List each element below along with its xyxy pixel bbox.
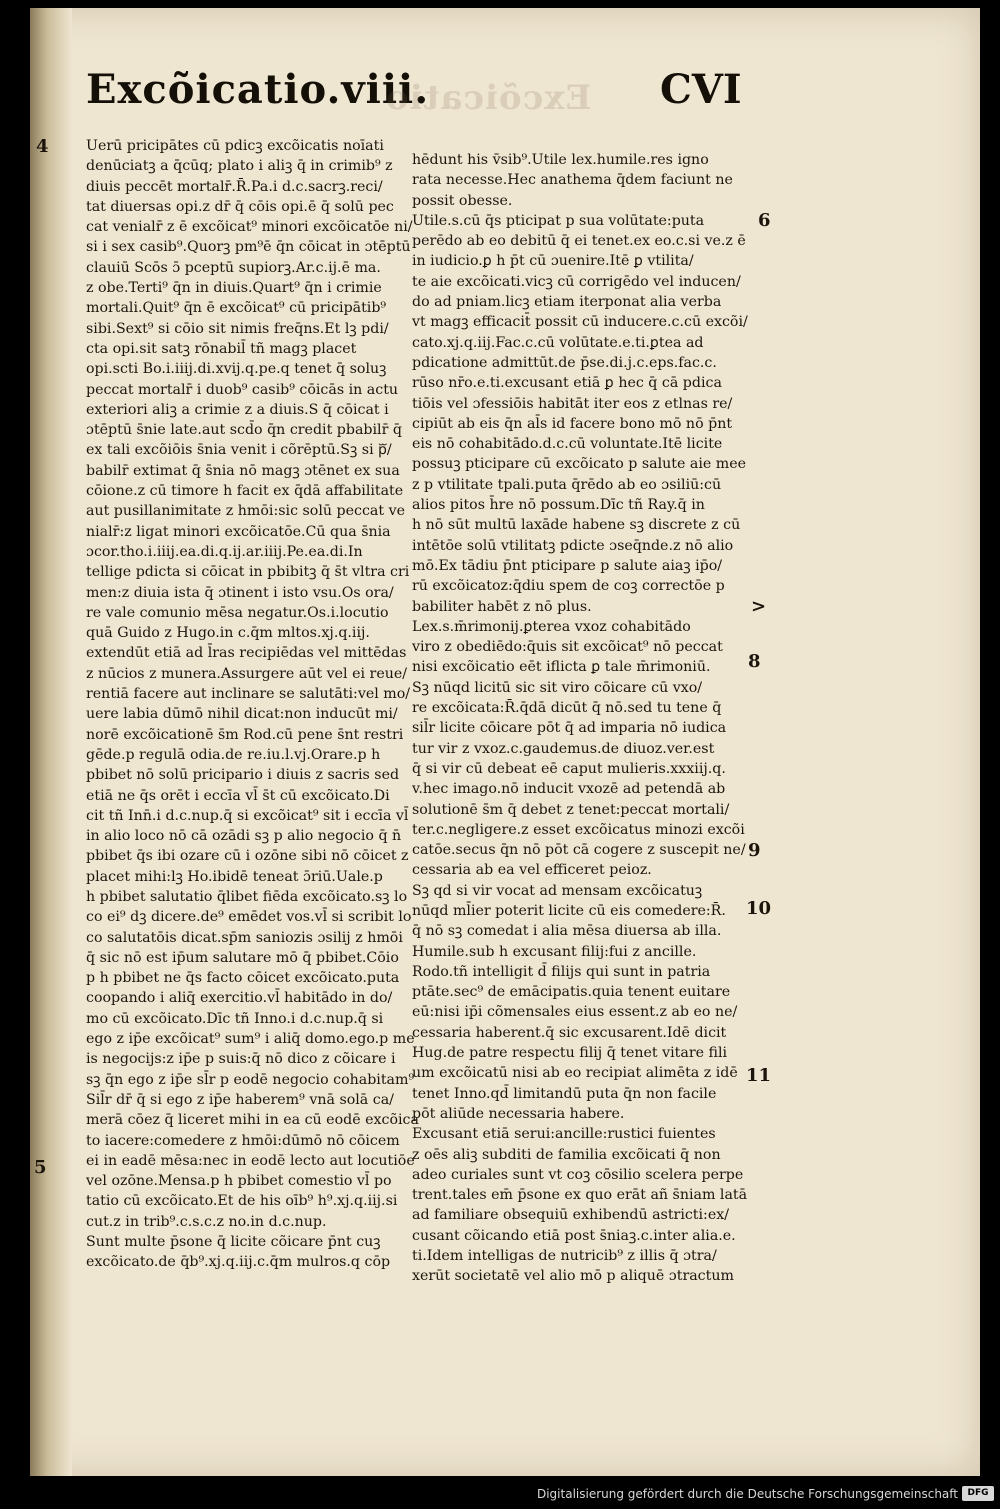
text-line: Sꝫ nūqd licitū sic sit viro cōicare cū vxo/ [412, 679, 703, 696]
text-line: aut pusillanimitate z hmōi:sic solū peccat ve [86, 503, 405, 520]
text-line: re excõicata:R̄.q̄dā dicūt q̄ nō.sed tu tene q̄ [412, 700, 722, 717]
text-line: pdicatione admittūt.de p̄se.di.j.c.eps.fac.c. [412, 354, 717, 371]
text-line: rata necesse.Hec anathema q̄dem faciunt ne [412, 172, 733, 189]
text-line: si i sex casib⁹.Quorꝫ pm⁹ē q̄n cōicat in ɔtēptū [86, 239, 411, 256]
text-line: possit obesse. [412, 192, 513, 209]
text-line: babiliter habēt z nō plus. [412, 598, 592, 615]
text-line: solutionē s̄m q̄ debet z tenet:peccat mortali/ [412, 801, 730, 818]
text-line: placet mihi:lꝫ Ho.ibidē teneat ɔ̄riū.Uale.p [86, 868, 383, 885]
text-line: cut.z in trib⁹.c.s.c.z no.in d.c.nup. [86, 1213, 327, 1230]
text-line: q̄ sic nō est ip̄um salutare mō q̄ pbibet.Cōio [86, 949, 399, 966]
text-line: opi.scti Bo.i.iiij.di.xvij.q.pe.q tenet q̄ soluꝫ [86, 361, 387, 378]
text-line: cusant cõicando etiā post s̄niaꝫ.c.inter alia.e. [412, 1227, 736, 1244]
text-line: v.hec imago.nō inducit vxozē ad petendā ab [412, 781, 726, 798]
text-line: tiōis vel ɔfessiōis habitāt iter eos z etlnas re/ [412, 395, 733, 412]
text-line: tellige pdicta si cōicat in pbibitꝫ q̄ s̄t vltra cri [86, 564, 410, 581]
text-line: Sꝫ qd si vir vocat ad mensam excõicatuꝫ [412, 882, 703, 899]
right-text-column [412, 150, 757, 1287]
text-line: viro z obediēdo:q̄uis sit excõicat⁹ nō peccat [412, 639, 723, 656]
margin-number-11: 11 [746, 1065, 772, 1086]
text-line: tenet Inno.qd̄ limitandū puta q̄n non facile [412, 1085, 717, 1102]
text-line: in iudicio.ꝑ h p̄t cū ɔuenire.Itē ꝑ vtilita/ [412, 253, 694, 270]
text-line: Uerū pricipātes cū pdicꝫ excõicatis noīati [86, 138, 384, 154]
text-line: tat diuersas opi.z dr̄ q̄ cōis opi.ē q̄ solū pec [86, 198, 394, 215]
text-line: Sil̄r dr̄ q̄ si ego z ip̄e haberem⁹ vnā solā ca/ [86, 1091, 394, 1108]
text-line: q̄ nō sꝫ comedat i alia mēsa diuersa ab illa. [412, 923, 722, 940]
text-line: diuis peccēt mortalr̄.R̄.Pa.i d.c.sacrꝫ.reci/ [86, 178, 383, 195]
text-line: ex tali excõiōis s̄nia venit i cõrēptū.Sꝫ si pᷓ/ [86, 442, 392, 459]
text-line: Lex.s.m̄rimonij.ꝑterea vxoz cohabitādo [412, 618, 691, 635]
text-line: z p vtilitate tpali.puta q̄rēdo ab eo ɔsiliū:cū [412, 476, 722, 493]
text-line: eū:nisi ip̄i cõmensales eius essent.z ab eo ne/ [412, 1004, 738, 1021]
text-line: pōt aliūde necessaria habere. [412, 1105, 625, 1122]
text-line: norē excõicationē s̄m Rod.cū pene s̄nt restri [86, 726, 404, 743]
text-line: h pbibet salutatio q̄libet fiēda excõicato.sꝫ lo [86, 888, 408, 905]
text-line: do ad pniam.licꝫ etiam iterponat alia verba [412, 294, 722, 311]
text-line: exteriori aliꝫ a crimie z a diuis.S q̄ cōicat i [86, 401, 389, 418]
text-line: p h pbibet ne q̄s facto cōicet excõicato.puta [86, 970, 400, 987]
text-line: alios pitos h̄re nō possum.Dīc tñ Ray.q̄ in [412, 497, 705, 514]
text-line: quā Guido z Hugo.in c.q̄m mltos.xj.q.iij. [86, 625, 370, 642]
text-line: cit tñ Inn̄.i d.c.nup.q̄ si excõicat⁹ sit i eccīa vl̄ [86, 807, 409, 824]
text-line: Rodo.tñ intelligit d̄ filijs qui sunt in patria [412, 963, 711, 980]
text-line: sil̄r licite cōicare pōt q̄ ad imparia nō iudica [412, 720, 727, 737]
running-title: Excõicatio.viii. [86, 66, 430, 113]
text-line: vel ozōne.Mensa.p h pbibet comestio vl̄ po [86, 1173, 392, 1190]
margin-number-7: > [751, 596, 767, 617]
text-line: possuꝫ pticipare cū excõicato p salute aie mee [412, 456, 747, 473]
text-line: um excõicatū nisi ab eo recipiat alimēta z idē [412, 1065, 738, 1082]
text-line: mō.Ex tādiu p̄nt pticipare p salute aiaꝫ ip̄o/ [412, 557, 723, 574]
margin-number-9: 9 [748, 840, 761, 861]
text-line: catōe.secus q̄n nō pōt cā cogere z suscepit ne/ [412, 842, 746, 859]
text-line: Sunt multe p̄sone q̄ licite cõicare p̄nt cuꝫ [86, 1234, 381, 1251]
text-line: z obe.Terti⁹ q̄n in diuis.Quart⁹ q̄n i crimie [86, 280, 382, 297]
text-line: cessaria haberent.q̄ sic excusarent.Idē dicit [412, 1024, 727, 1041]
text-line: is negocijs:z ip̄e p suis:q̄ nō dico z cõicare i [86, 1051, 396, 1068]
text-line: cessaria ab ea vel efficeret peioz. [412, 862, 652, 879]
text-line: rūso nr̄o.e.ti.excusant etiā ꝑ hec q̄ cā pdica [412, 375, 722, 392]
text-line: nisi excõicatio eēt iflicta ꝑ tale m̄rimoniū. [412, 659, 711, 676]
text-line: ti.Idem intelligas de nutricib⁹ z illis q̄ ɔtra/ [412, 1248, 717, 1265]
text-line: adeo curiales sunt vt coꝫ cōsilio scelera perpe [412, 1166, 744, 1183]
show-through-text: Excõicatio [385, 78, 592, 118]
text-line: eis nō cohabitādo.d.c.cū voluntate.Itē licite [412, 436, 723, 453]
dfg-logo: DFG [962, 1486, 994, 1501]
text-line: uere labia dūmō nihil dicat:non inducūt mi/ [86, 706, 398, 723]
text-line: nūqd ml̄ier poterit licite cū eis comedere:R̄. [412, 902, 726, 919]
text-line: ptāte.sec⁹ de emācipatis.quia tenent euitare [412, 984, 731, 1001]
text-line: merā cōez q̄ liceret mihi in ea cū eodē excõica [86, 1112, 419, 1129]
left-text-column [86, 136, 419, 1273]
funding-credit: Digitalisierung gefördert durch die Deutsche Forschungsgemeinschaft [536, 1487, 958, 1501]
text-line: Excusant etiā serui:ancille:rustici fuientes [412, 1126, 716, 1143]
text-line: rū excõicatoz:q̄diu spem de coꝫ correctōe p [412, 578, 725, 595]
text-line: ei in eadē mēsa:nec in eodē lecto aut locutiōe [86, 1152, 415, 1169]
text-line: nialr̄:z ligat minori excõicatōe.Cū qua s̄nia [86, 523, 391, 540]
text-line: cat venialr̄ z ē excõicat⁹ minori excõicatōe ni/ [86, 219, 413, 236]
text-line: ad familiare obsequiū exhibendū astricti:ex/ [412, 1207, 729, 1224]
text-line: peccat mortalr̄ i duob⁹ casib⁹ cōicās in actu [86, 381, 399, 398]
text-line: ter.c.negligere.z esset excõicatus minozi excõi [412, 821, 745, 838]
text-line: coopando i aliq̄ exercitio.vl̄ habitādo in do/ [86, 990, 393, 1007]
text-line: hēdunt his v̄sib⁹.Utile lex.humile.res igno [412, 152, 709, 168]
text-line: Humile.sub h excusant filij:fui z ancille. [412, 943, 697, 960]
text-line: babilr̄ extimat q̄ s̄nia nō magꝫ ɔtēnet ex sua [86, 462, 400, 479]
margin-number-6: 6 [758, 210, 771, 231]
text-line: co salutatōis dicat.sp̄m saniozis ɔsilij z hmōi [86, 929, 403, 946]
text-line: men:z diuia ista q̄ ɔtinent i isto vsu.Os ora/ [86, 584, 394, 601]
margin-number-5: 5 [34, 1157, 47, 1178]
text-line: xerūt societatē vel alio mō p aliquē ɔtractum [412, 1268, 734, 1285]
text-line: z nūcios z munera.Assurgere aūt vel ei reue/ [86, 665, 408, 682]
text-line: pbibet q̄s ibi ozare cū i ozōne sibi nō cōicet z [86, 848, 409, 865]
text-line: rentiā facere aut inclinare se salutāti:vel mo/ [86, 686, 411, 703]
text-line: in alio loco nō cā ozādi sꝫ p alio negocio q̄ n̄ [86, 828, 402, 845]
text-line: ego z ip̄e excõicat⁹ sum⁹ i aliq̄ domo.ego.p me [86, 1031, 415, 1048]
folio-number: CVI [660, 66, 742, 113]
margin-number-10: 10 [746, 898, 772, 919]
text-line: te aie excõicati.vicꝫ cū corrigēdo vel inducen/ [412, 273, 741, 290]
text-line: gēde.p regulā odia.de re.iu.l.vj.Orare.p h [86, 746, 381, 763]
book-page [30, 8, 980, 1476]
text-line: pbibet nō solū pricipario i diuis z sacris sed [86, 767, 400, 784]
text-line: excõicato.de q̄b⁹.xj.q.iij.c.q̄m mulros.q cōp [86, 1254, 391, 1271]
text-line: trent.tales em̄ p̄sone ex quo erāt añ s̄niam latā [412, 1187, 748, 1204]
text-line: h nō sūt multū laxāde habene sꝫ discrete z cū [412, 517, 741, 534]
text-line: intētōe solū vtilitatꝫ pdicte ɔseq̄nde.z nō alio [412, 537, 734, 554]
text-line: re vale comunio mēsa negatur.Os.i.locutio [86, 604, 389, 621]
text-line: cta opi.sit satꝫ rōnabil̄ tñ magꝫ placet [86, 340, 357, 357]
text-line: sibi.Sext⁹ si cōio sit nimis freq̄ns.Et lꝫ pdi/ [86, 320, 389, 337]
text-line: mo cū excõicato.Dīc tñ Inno.i d.c.nup.q̄ si [86, 1010, 384, 1027]
text-line: extendūt etiā ad l̄ras recipiēdas vel mittēdas [86, 645, 407, 662]
text-line: cōione.z cū timore h facit ex q̄dā affabilitate [86, 483, 404, 500]
text-line: mortali.Quit⁹ q̄n ē excõicat⁹ cū pricipātib⁹ [86, 300, 387, 317]
text-line: cato.xj.q.iij.Fac.c.cū volūtate.e.ti.ꝑtea ad [412, 334, 704, 351]
text-line: ɔcor.tho.i.iiij.ea.di.q.ij.ar.iiij.Pe.ea.di.In [86, 543, 363, 560]
text-line: z oēs aliꝫ subditi de familia excõicati q̄ non [412, 1146, 721, 1163]
footer-bar [0, 1483, 1000, 1509]
text-line: tur vir z vxoz.c.gaudemus.de diuoz.ver.est [412, 740, 715, 757]
text-line: vt magꝫ efficacit̄ possit cū inducere.c.cū excõi/ [412, 314, 748, 331]
text-line: sꝫ q̄n ego z ip̄e sl̄r p eodē negocio cohabitam⁹ [86, 1071, 415, 1088]
text-line: perēdo ab eo debitū q̄ ei tenet.ex eo.c.si ve.z ē [412, 233, 746, 250]
text-line: Utile.s.cū q̄s pticipat p sua volūtate:puta [412, 212, 705, 229]
text-line: ɔtēptū s̄nie late.aut scd̄o q̄n credit pbabilr̄ q̄ [86, 422, 402, 439]
text-line: to iacere:comedere z hmōi:dūmō nō cōicem [86, 1132, 400, 1149]
page-gutter [30, 8, 72, 1476]
text-line: q̄ si vir cū debeat eē caput mulieris.xxxiij.q. [412, 760, 726, 777]
margin-number-4: 4 [36, 136, 49, 157]
text-line: clauiū Scōs ɔ̄ pceptū supiorꝫ.Ar.c.ij.ē ma. [86, 259, 381, 276]
text-line: Hug.de patre respectu filij q̄ tenet vitare fili [412, 1045, 728, 1062]
text-line: cipiūt ab eis q̄n al̄s id facere bono mō nō p̄nt [412, 415, 733, 432]
text-line: denūciatꝫ a q̄cūq; plato i aliꝫ q̄ in crimib⁹ z [86, 158, 393, 175]
text-line: tatio cū excõicato.Et de his oīb⁹ h⁹.xj.q.iij.si [86, 1193, 398, 1210]
text-line: co ei⁹ dꝫ dicere.de⁹ emēdet vos.vl̄ si scribit lo [86, 909, 412, 926]
text-line: etiā ne q̄s orēt i eccīa vl̄ s̄t cū excõicato.Di [86, 787, 390, 804]
margin-number-8: 8 [748, 651, 761, 672]
